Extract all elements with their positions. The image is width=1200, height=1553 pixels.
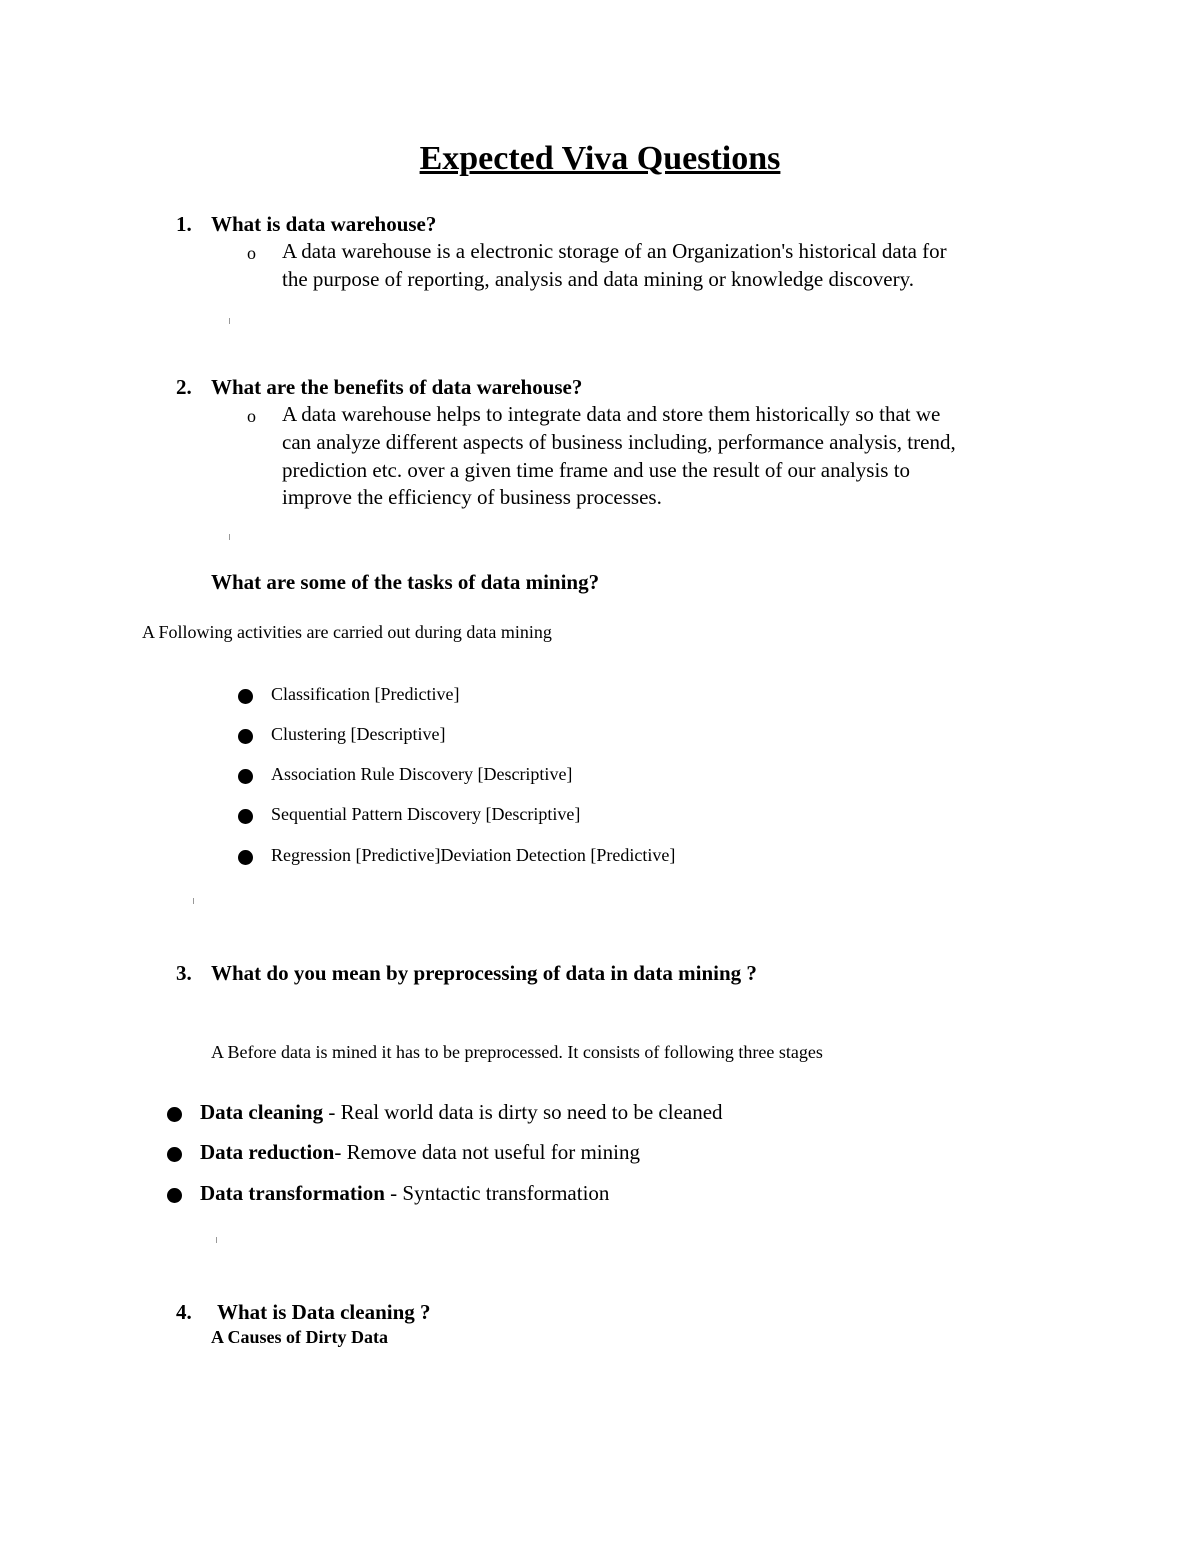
question-2-number: 2. xyxy=(176,375,192,399)
answer-1-line-1: A data warehouse is a electronic storage of an Organization's historical data for xyxy=(282,239,947,263)
bullet-dot xyxy=(238,689,253,704)
preprocessing-item xyxy=(200,1140,640,1165)
bullet-dot xyxy=(167,1107,182,1122)
question-2: What are the benefits of data warehouse? xyxy=(211,375,583,399)
answer-4: A Causes of Dirty Data xyxy=(211,1327,388,1347)
answer-2-line-2: can analyze different aspects of business including, performance analysis, trend, xyxy=(282,430,956,454)
task-item: Clustering [Descriptive] xyxy=(271,724,446,744)
bullet-dot xyxy=(167,1147,182,1162)
task-item: Sequential Pattern Discovery [Descriptive] xyxy=(271,804,581,824)
question-4-number: 4. xyxy=(176,1300,192,1324)
preprocessing-term: Data cleaning xyxy=(200,1100,324,1124)
sub-bullet-marker: o xyxy=(247,406,256,426)
stray-mark xyxy=(216,1237,217,1243)
question-3: What do you mean by preprocessing of data in data mining ? xyxy=(211,961,757,985)
answer-2-line-3: prediction etc. over a given time frame and use the result of our analysis to xyxy=(282,458,911,482)
bullet-dot xyxy=(238,809,253,824)
tasks-intro: A Following activities are carried out during data mining xyxy=(142,622,552,642)
task-item: Classification [Predictive] xyxy=(271,684,460,704)
stray-mark xyxy=(193,898,194,904)
preprocessing-desc: - Real world data is dirty so need to be cleaned xyxy=(323,1100,723,1124)
preprocessing-intro: A Before data is mined it has to be preprocessed. It consists of following three stages xyxy=(211,1042,823,1062)
question-1: What is data warehouse? xyxy=(211,212,437,236)
answer-2-line-1: A data warehouse helps to integrate data and store them historically so that we xyxy=(282,402,941,426)
bullet-dot xyxy=(238,729,253,744)
preprocessing-desc: - Syntactic transformation xyxy=(384,1181,610,1205)
preprocessing-item xyxy=(200,1100,723,1125)
sub-bullet-marker: o xyxy=(247,243,256,263)
bullet-dot xyxy=(238,769,253,784)
question-3-number: 3. xyxy=(176,961,192,985)
bullet-dot xyxy=(238,850,253,865)
question-1-number: 1. xyxy=(176,212,192,236)
stray-mark xyxy=(229,534,230,540)
preprocessing-desc: - Remove data not useful for mining xyxy=(334,1140,640,1164)
preprocessing-term: Data reduction xyxy=(200,1140,335,1164)
task-item: Association Rule Discovery [Descriptive] xyxy=(271,764,573,784)
question-tasks: What are some of the tasks of data mining? xyxy=(211,570,600,594)
answer-2-line-4: improve the efficiency of business processes. xyxy=(282,485,662,509)
stray-mark xyxy=(229,318,230,324)
preprocessing-item xyxy=(200,1181,609,1206)
answer-1-line-2: the purpose of reporting, analysis and data mining or knowledge discovery. xyxy=(282,267,914,291)
preprocessing-term: Data transformation xyxy=(200,1181,385,1205)
question-4: What is Data cleaning ? xyxy=(217,1300,431,1324)
task-item: Regression [Predictive]Deviation Detection [Predictive] xyxy=(271,845,676,865)
page-title: Expected Viva Questions xyxy=(419,140,781,177)
bullet-dot xyxy=(167,1188,182,1203)
